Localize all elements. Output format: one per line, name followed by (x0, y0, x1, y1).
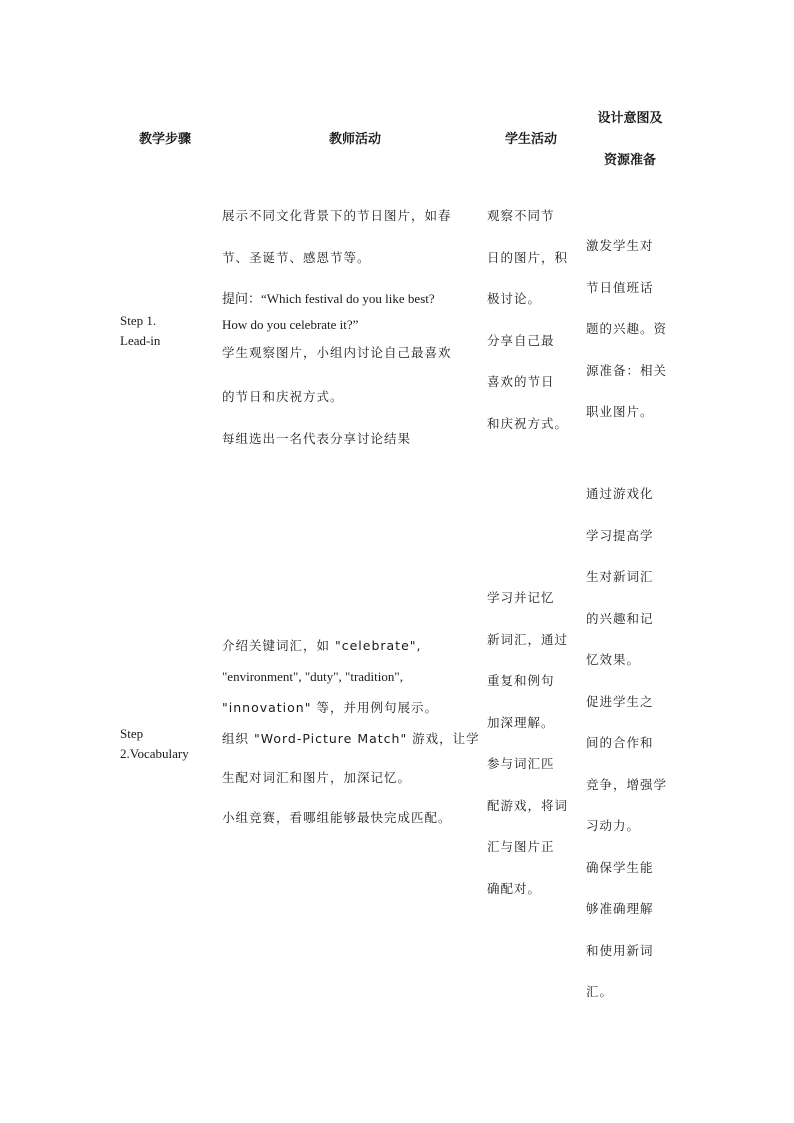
teacher-line: 组织 "Word-Picture Match" 游戏，让学 (222, 731, 480, 746)
student-line: 学习并记忆 (487, 590, 555, 605)
design-line: 源准备：相关 (586, 362, 668, 378)
design-line: 汇。 (586, 984, 614, 999)
design-line: 和使用新词 (586, 942, 654, 958)
header-design-line1: 设计意图及 (597, 111, 663, 126)
student-line: 重复和例句 (487, 673, 555, 688)
teacher-line: How do you celebrate it?” (222, 317, 359, 332)
design-line: 忆效果。 (586, 652, 641, 667)
step-2-line2: 2.Vocabulary (120, 746, 189, 761)
teacher-line: "innovation" 等，并用例句展示。 (222, 700, 438, 715)
header-design-line2: 资源准备 (603, 153, 656, 168)
header-teacher-activity: 教师活动 (328, 132, 381, 147)
student-line: 和庆祝方式。 (487, 415, 569, 431)
design-line: 题的兴趣。资 (586, 321, 668, 336)
row-1-student-activity (487, 195, 568, 444)
teacher-line (222, 312, 452, 338)
teacher-line: 每组选出一名代表分享讨论结果 (222, 430, 412, 446)
row-1-design-intent (586, 225, 667, 433)
row-2-design-intent (586, 473, 667, 1013)
design-line: 职业图片。 (586, 404, 654, 419)
design-line: 节日值班话 (586, 279, 654, 295)
design-line: 促进学生之 (586, 693, 654, 709)
header-teaching-steps: 教学步骤 (138, 132, 191, 147)
step-2-label (120, 724, 189, 764)
header-design-intent (586, 98, 674, 182)
student-line: 新词汇，通过 (487, 631, 569, 647)
student-line: 分享自己最 (487, 332, 555, 348)
row-2-student-activity (487, 577, 568, 909)
teacher-line (222, 286, 452, 312)
teacher-line: 节、圣诞节、感恩节等。 (222, 249, 371, 265)
design-line: 竞争，增强学 (586, 776, 668, 792)
student-line: 喜欢的节日 (487, 374, 555, 389)
row-2-teacher-activity (222, 630, 480, 838)
teacher-line: 小组竞赛，看哪组能够最快完成匹配。 (222, 810, 452, 825)
teacher-line: "environment", "duty", "tradition", (222, 669, 403, 684)
row-1-teacher-activity (222, 195, 452, 459)
student-line: 日的图片，积 (487, 249, 569, 265)
design-line: 生对新词汇 (586, 569, 654, 584)
teacher-line: 的节日和庆祝方式。 (222, 389, 344, 404)
student-line: 参与词汇匹 (487, 756, 555, 771)
design-line: 激发学生对 (586, 238, 654, 253)
design-line: 的兴趣和记 (586, 610, 654, 626)
step-2-line1: Step (120, 726, 144, 741)
teacher-line: 介绍关键词汇，如 "celebrate", (222, 638, 422, 653)
teacher-line: 学生观察图片，小组内讨论自己最喜欢 (222, 345, 452, 360)
header-student-activity: 学生活动 (504, 132, 557, 147)
student-line: 配游戏，将词 (487, 797, 569, 813)
teacher-line: 生配对词汇和图片，加深记忆。 (222, 770, 412, 785)
student-line: 汇与图片正 (487, 839, 555, 854)
student-line: 极讨论。 (487, 291, 542, 306)
student-line: 确配对。 (487, 880, 542, 896)
step-1-line2: Lead-in (120, 333, 161, 348)
design-line: 间的合作和 (586, 735, 654, 750)
teacher-line: 展示不同文化背景下的节日图片，如春 (222, 208, 452, 223)
design-line: 学习提高学 (586, 527, 654, 543)
design-line: 够准确理解 (586, 901, 654, 916)
design-line: 习动力。 (586, 818, 641, 833)
student-line: 观察不同节 (487, 208, 555, 223)
teacher-line: 提问：“Which festival do you like best? (222, 291, 435, 306)
step-1-line1: Step 1. (120, 313, 157, 328)
design-line: 通过游戏化 (586, 486, 654, 501)
student-line: 加深理解。 (487, 714, 555, 730)
step-1-label (120, 311, 160, 351)
design-line: 确保学生能 (586, 859, 654, 875)
